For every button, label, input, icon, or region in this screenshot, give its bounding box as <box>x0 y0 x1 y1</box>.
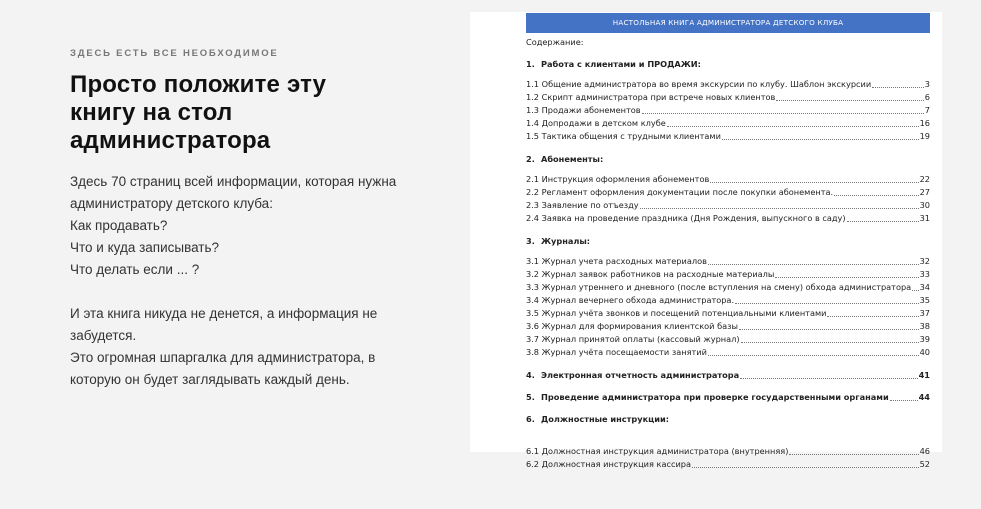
toc-item <box>526 255 930 268</box>
toc-section-heading <box>526 391 930 403</box>
title-line: книгу на стол <box>70 99 233 126</box>
toc-item-title: 1.5 Тактика общения с трудными клиентами <box>526 131 721 141</box>
title-line: администратора <box>70 127 271 154</box>
toc-item <box>526 173 930 186</box>
toc-leader-dots <box>640 199 919 209</box>
toc-section-number: 3. <box>526 236 535 246</box>
toc-leader-dots <box>740 369 917 379</box>
toc-item <box>526 294 930 307</box>
toc-item-title: 2.4 Заявка на проведение праздника (Дня Рождения, выпускного в саду) <box>526 213 846 223</box>
toc-section-heading <box>526 235 930 247</box>
toc-section-page: 44 <box>918 392 930 402</box>
toc-item <box>526 91 930 104</box>
toc-leader-dots <box>708 346 919 356</box>
toc-item-title: 1.3 Продажи абонементов <box>526 105 641 115</box>
toc-item-page: 38 <box>919 321 930 331</box>
toc-item-title: 2.2 Регламент оформления документации после покупки абонемента. <box>526 187 834 197</box>
toc-item-title: 3.2 Журнал заявок работников на расходные материалы <box>526 269 775 279</box>
description-line: которую он будет заглядывать каждый день. <box>70 372 350 387</box>
toc-section-heading <box>526 369 930 381</box>
toc-item-title: 2.3 Заявление по отъезду <box>526 200 639 210</box>
toc-leader-dots <box>722 130 919 140</box>
toc-item-page: 40 <box>919 347 930 357</box>
toc-item <box>526 104 930 117</box>
toc-item <box>526 281 930 294</box>
toc-item-page: 32 <box>919 256 930 266</box>
toc-item <box>526 212 930 225</box>
description-line: И эта книга никуда не денется, а информация не <box>70 306 378 321</box>
toc-item-page: 35 <box>919 295 930 305</box>
toc-item-title: 3.3 Журнал утреннего и дневного (после вступления на смену) обхода администратора <box>526 282 912 292</box>
toc-section-title: Должностные инструкции: <box>541 414 669 424</box>
contents-label: Содержание: <box>526 37 584 47</box>
toc-item-title: 3.6 Журнал для формирования клиентской базы <box>526 321 738 331</box>
table-of-contents-preview <box>470 12 942 469</box>
toc-section-heading <box>526 58 930 70</box>
description-line: забудется. <box>70 328 137 343</box>
toc-section-title: Электронная отчетность администратора <box>541 370 740 380</box>
toc-item <box>526 346 930 359</box>
toc-section-title: Абонементы: <box>541 154 604 164</box>
toc-section-heading <box>526 153 930 165</box>
toc-item-title: 3.4 Журнал вечернего обхода администратора. <box>526 295 735 305</box>
toc-item-page: 30 <box>919 200 930 210</box>
toc-leader-dots <box>872 78 924 88</box>
toc-item <box>526 186 930 199</box>
toc-leader-dots <box>789 445 918 455</box>
description-line: Что и куда записывать? <box>70 240 220 255</box>
toc-item-title: 2.1 Инструкция оформления абонементов <box>526 174 710 184</box>
toc-leader-dots <box>834 186 918 196</box>
toc-item-title: 1.1 Общение администратора во время экскурсии по клубу. Шаблон экскурсии <box>526 79 872 89</box>
toc-leader-dots <box>667 117 919 127</box>
toc-item-title: 3.8 Журнал учёта посещаемости занятий <box>526 347 707 357</box>
toc-item <box>526 268 930 281</box>
title-line: Просто положите эту <box>70 71 327 98</box>
toc-item <box>526 320 930 333</box>
promo-text-block <box>70 48 450 391</box>
toc-leader-dots <box>775 268 918 278</box>
toc-section-page: 41 <box>918 370 930 380</box>
toc-leader-dots <box>776 91 923 101</box>
toc-section-number: 4. <box>526 370 535 380</box>
toc-leader-dots <box>827 307 918 317</box>
toc-section-number: 5. <box>526 392 535 402</box>
description-line: Что делать если ... ? <box>70 262 200 277</box>
toc-leader-dots <box>692 458 919 468</box>
toc-section-number: 6. <box>526 414 535 424</box>
toc-item-title: 3.7 Журнал принятой оплаты (кассовый журнал) <box>526 334 740 344</box>
toc-item-title: 1.2 Скрипт администратора при встрече новых клиентов <box>526 92 776 102</box>
toc-item-page: 6 <box>924 92 930 102</box>
document-header: НАСТОЛЬНАЯ КНИГА АДМИНИСТРАТОРА ДЕТСКОГО КЛУБА <box>526 13 930 33</box>
toc-item-page: 33 <box>919 269 930 279</box>
toc-item-page: 3 <box>924 79 930 89</box>
toc-item-page: 22 <box>919 174 930 184</box>
toc-item-title: 3.1 Журнал учета расходных материалов <box>526 256 707 266</box>
toc-item-page: 7 <box>924 105 930 115</box>
toc-item <box>526 130 930 143</box>
toc-item-title: 1.4 Допродажи в детском клубе <box>526 118 666 128</box>
toc-item-page: 31 <box>919 213 930 223</box>
toc-section-number: 1. <box>526 59 535 69</box>
description-line: Это огромная шпаргалка для администратора, в <box>70 350 376 365</box>
toc-leader-dots <box>912 281 918 291</box>
toc-section-heading <box>526 413 930 425</box>
toc-item <box>526 199 930 212</box>
toc-section-number: 2. <box>526 154 535 164</box>
toc-item-title: 6.2 Должностная инструкция кассира <box>526 459 692 469</box>
toc-item-page: 27 <box>919 187 930 197</box>
toc-item-page: 16 <box>919 118 930 128</box>
description <box>70 171 450 391</box>
toc-leader-dots <box>708 255 919 265</box>
page-title <box>70 71 450 155</box>
toc-item-page: 37 <box>919 308 930 318</box>
toc-item-page: 46 <box>919 446 930 456</box>
toc-item <box>526 117 930 130</box>
description-line: администратору детского клуба: <box>70 196 273 211</box>
toc-list <box>526 58 930 471</box>
toc-item <box>526 78 930 91</box>
eyebrow-label: ЗДЕСЬ ЕСТЬ ВСЕ НЕОБХОДИМОЕ <box>70 48 279 59</box>
toc-item <box>526 458 930 471</box>
toc-item-page: 19 <box>919 131 930 141</box>
toc-item <box>526 307 930 320</box>
toc-leader-dots <box>642 104 924 114</box>
toc-leader-dots <box>710 173 918 183</box>
toc-item <box>526 333 930 346</box>
toc-item-page: 52 <box>919 459 930 469</box>
toc-item-title: 3.5 Журнал учёта звонков и посещений потенциальными клиентами <box>526 308 827 318</box>
toc-item-page: 34 <box>919 282 930 292</box>
toc-item-title: 6.1 Должностная инструкция администратора (внутренняя) <box>526 446 789 456</box>
description-line: Здесь 70 страниц всей информации, которая нужна <box>70 174 397 189</box>
toc-leader-dots <box>847 212 919 222</box>
toc-section-title: Работа с клиентами и ПРОДАЖИ: <box>541 59 701 69</box>
toc-section-title: Журналы: <box>541 236 591 246</box>
description-line: Как продавать? <box>70 218 168 233</box>
toc-leader-dots <box>890 391 918 401</box>
toc-leader-dots <box>739 320 919 330</box>
toc-leader-dots <box>741 333 919 343</box>
toc-leader-dots <box>735 294 919 304</box>
toc-item-page: 39 <box>919 334 930 344</box>
toc-section-title: Проведение администратора при проверке государственными органами <box>541 392 889 402</box>
toc-item <box>526 445 930 458</box>
